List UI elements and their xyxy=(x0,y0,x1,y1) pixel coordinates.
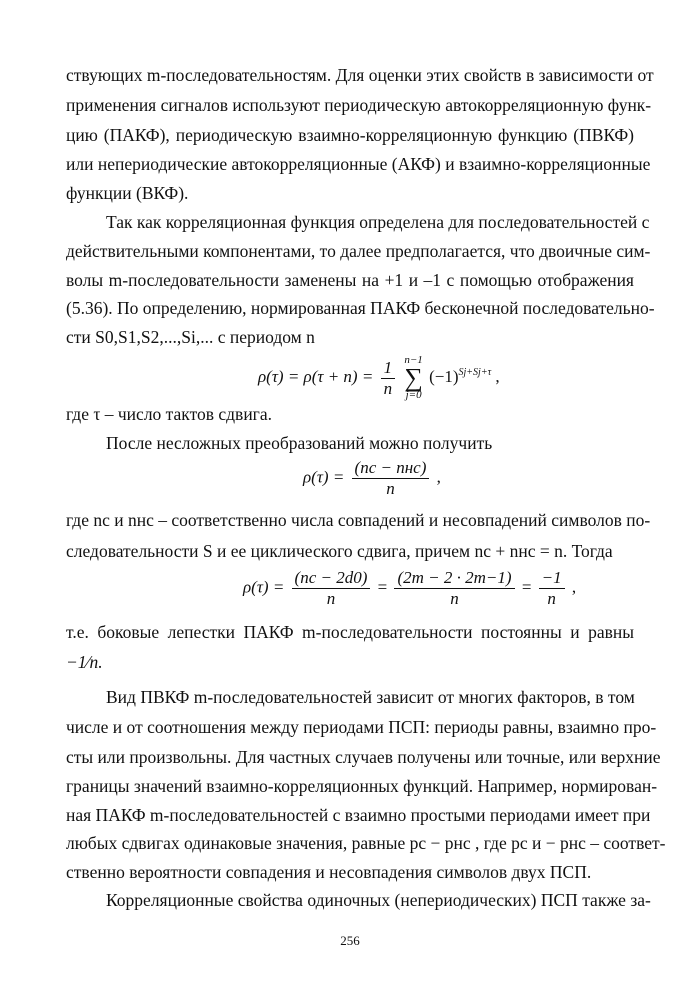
formula-tail: , xyxy=(436,467,441,487)
sum-operator xyxy=(404,355,423,401)
fraction xyxy=(292,568,371,609)
fraction-denominator: n xyxy=(386,479,395,498)
formula-pakf xyxy=(258,355,500,401)
text-line: Так как корреляционная функция определена для последовательностей с xyxy=(106,212,650,232)
text-line: действительными компонентами, то далее предполагается, что двоичные сим- xyxy=(66,241,651,261)
text-line: или непериодические автокорреляционные (АКФ) и взаимно-корреляционные xyxy=(66,154,651,174)
text-line: −1⁄n. xyxy=(66,652,103,672)
fraction-numerator: −1 xyxy=(539,568,565,589)
equals-sign: = xyxy=(377,577,388,597)
fraction-denominator: n xyxy=(383,378,393,398)
text-line: применения сигналов используют периодическую автокорреляционную функ- xyxy=(66,95,652,115)
formula-lhs: ρ(τ) = xyxy=(303,467,345,487)
text-line: сти S0,S1,S2,...,Si,... с периодом n xyxy=(66,327,315,347)
fraction xyxy=(394,568,514,609)
text-line: ная ПАКФ m-последовательностей с взаимно простыми периодами имеет при xyxy=(66,805,651,825)
equals-sign: = xyxy=(521,577,532,597)
fraction xyxy=(539,568,565,609)
text-line: границы значений взаимно-корреляционных функций. Например, нормирован- xyxy=(66,776,658,796)
formula-rho xyxy=(303,458,441,499)
formula-rho-result xyxy=(243,568,576,609)
fraction-denominator: n xyxy=(326,589,336,608)
text-line: числе и от соотношения между периодами ПСП: периоды равны, взаимно про- xyxy=(66,717,657,737)
text-line: функции (ВКФ). xyxy=(66,183,189,203)
sum-term: (−1) xyxy=(429,366,459,386)
text-line: ственно вероятности совпадения и несовпадения символов двух ПСП. xyxy=(66,862,592,882)
fraction-numerator: (nс − 2d0) xyxy=(292,568,371,589)
text-line: сты или произвольны. Для частных случаев получены или точные, или верхние xyxy=(66,747,661,767)
text-line: Вид ПВКФ m-последовательностей зависит от многих факторов, в том xyxy=(106,687,635,707)
fraction-numerator: (nс − nнс) xyxy=(352,458,430,479)
text-line: ствующих m-последовательностям. Для оценки этих свойств в зависимости от xyxy=(66,65,654,85)
text-line: где nс и nнс – соответственно числа совпадений и несовпадений символов по- xyxy=(66,510,651,530)
fraction xyxy=(352,458,430,499)
page-number: 256 xyxy=(340,933,360,948)
fraction-numerator: 1 xyxy=(381,358,396,379)
text-line: следовательности S и ее циклического сдвига, причем nс + nнс = n. Тогда xyxy=(66,541,613,561)
formula-tail: , xyxy=(571,577,577,597)
text-line: где τ – число тактов сдвига. xyxy=(66,404,273,424)
formula-tail: , xyxy=(495,366,500,386)
text-line: После несложных преобразований можно получить xyxy=(106,433,493,453)
formula-lhs: ρ(τ) = xyxy=(243,577,285,597)
sigma-symbol: ∑ xyxy=(404,363,423,392)
text-line: любых сдвигах одинаковые значения, равные pс − pнс , где pс и − pнс – соответ- xyxy=(66,833,666,853)
text-line: волы m-последовательности заменены на +1 и –1 с помощью отображения xyxy=(66,270,634,290)
fraction-denominator: n xyxy=(547,589,556,608)
exponent: Sj+Sj+τ xyxy=(458,366,492,378)
fraction-numerator: (2m − 2 · 2m−1) xyxy=(394,568,514,589)
fraction xyxy=(381,358,396,399)
sum-upper-limit: n−1 xyxy=(404,354,423,366)
sum-lower-limit: j=0 xyxy=(405,389,422,401)
fraction-denominator: n xyxy=(450,589,459,608)
text-line: т.е. боковые лепестки ПАКФ m-последовательности постоянны и равны xyxy=(66,622,634,642)
text-line: (5.36). По определению, нормированная ПАКФ бесконечной последовательно- xyxy=(66,298,655,318)
text-line: цию (ПАКФ), периодическую взаимно-корреляционную функцию (ПВКФ) xyxy=(66,125,634,145)
text-line: Корреляционные свойства одиночных (непериодических) ПСП также за- xyxy=(106,890,651,910)
formula-lhs: ρ(τ) = ρ(τ + n) = xyxy=(258,366,374,386)
